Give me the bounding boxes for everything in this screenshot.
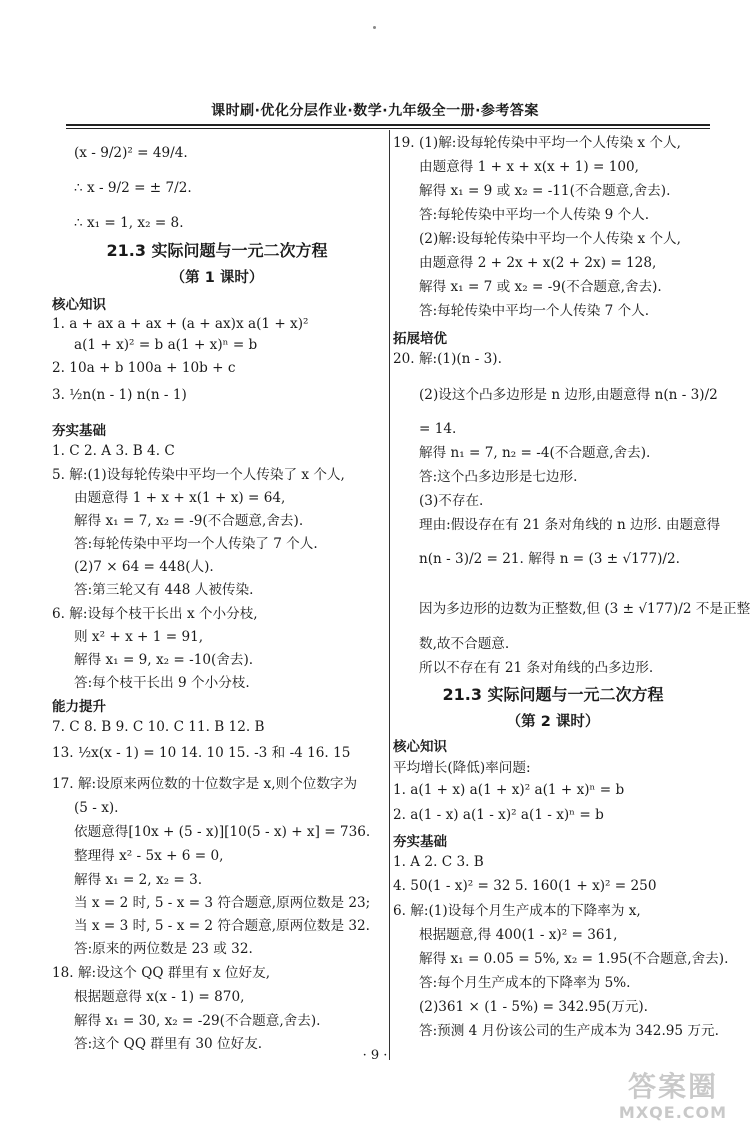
heading-ability: 能力提升 xyxy=(52,699,106,715)
answer-line: 3. ½n(n - 1) n(n - 1) xyxy=(52,387,187,403)
answer-line: 答:预测 4 月份该公司的生产成本为 342.95 万元. xyxy=(419,1023,719,1039)
heading-basic: 夯实基础 xyxy=(52,423,106,439)
answer-line: 答:每个枝干长出 9 个小分枝. xyxy=(74,675,250,691)
answer-line: (5 - x). xyxy=(74,800,119,816)
answer-line: a(1 + x)² = b a(1 + x)ⁿ = b xyxy=(74,337,258,353)
heading-basic: 夯实基础 xyxy=(393,834,447,850)
answer-line: 则 x² + x + 1 = 91, xyxy=(74,629,204,645)
scan-dot xyxy=(373,26,376,29)
answer-line: (3)不存在. xyxy=(419,493,484,509)
intro-line: ∴ x - 9/2 = ± 7/2. xyxy=(74,180,192,196)
answer-line: (2)设这个凸多边形是 n 边形,由题意得 n(n - 3)/2 xyxy=(419,387,718,403)
section-subtitle: （第 2 课时） xyxy=(506,714,600,730)
answer-line: 根据题意得 x(x - 1) = 870, xyxy=(74,989,245,1005)
answer-line: 1. a(1 + x) a(1 + x)² a(1 + x)ⁿ = b xyxy=(393,782,625,798)
heading-extend: 拓展培优 xyxy=(393,331,447,347)
answer-line: 答:这个 QQ 群里有 30 位好友. xyxy=(74,1036,263,1052)
answer-line: 20. 解:(1)(n - 3). xyxy=(393,351,502,367)
answer-line: 答:每轮传染中平均一个人传染 7 个人. xyxy=(419,303,650,319)
watermark xyxy=(603,1070,743,1130)
answer-line: 解得 x₁ = 2, x₂ = 3. xyxy=(74,872,203,888)
answer-line: 2. 10a + b 100a + 10b + c xyxy=(52,360,236,376)
answer-line: 所以不存在有 21 条对角线的凸多边形. xyxy=(419,660,654,676)
heading-core-knowledge: 核心知识 xyxy=(393,739,447,755)
answer-line: 答:这个凸多边形是七边形. xyxy=(419,469,578,485)
intro-line: (x - 9/2)² = 49/4. xyxy=(74,145,188,161)
answer-line: 解得 x₁ = 7, x₂ = -9(不合题意,舍去). xyxy=(74,513,304,529)
watermark-url: MXQE.COM xyxy=(618,1103,728,1122)
answer-line: 1. C 2. A 3. B 4. C xyxy=(52,443,175,459)
answer-line: 2. a(1 - x) a(1 - x)² a(1 - x)ⁿ = b xyxy=(393,807,604,823)
answer-line: 1. A 2. C 3. B xyxy=(393,854,484,870)
section-title: 21.3 实际问题与一元二次方程 xyxy=(106,241,328,260)
answer-line: 解得 x₁ = 9, x₂ = -10(舍去). xyxy=(74,652,254,668)
answer-line: 依题意得[10x + (5 - x)][10(5 - x) + x] = 736. xyxy=(74,824,371,840)
column-divider xyxy=(389,130,390,1060)
header-rule-thin xyxy=(66,128,710,129)
answer-line: 解得 x₁ = 30, x₂ = -29(不合题意,舍去). xyxy=(74,1013,321,1029)
heading-core-knowledge: 核心知识 xyxy=(52,297,106,313)
answer-line: (2)361 × (1 - 5%) = 342.95(万元). xyxy=(419,999,649,1015)
section-subtitle: （第 1 课时） xyxy=(170,270,264,286)
answer-line: 根据题意,得 400(1 - x)² = 361, xyxy=(419,927,618,943)
answer-line: 6. 解:设每个枝干长出 x 个小分枝, xyxy=(52,606,258,622)
watermark-logo: 答案圈 xyxy=(627,1070,718,1103)
intro-line: ∴ x₁ = 1, x₂ = 8. xyxy=(74,215,184,231)
answer-line: 由题意得 1 + x + x(x + 1) = 100, xyxy=(419,159,639,175)
answer-line: 7. C 8. B 9. C 10. C 11. B 12. B xyxy=(52,719,265,735)
answer-line: 当 x = 2 时, 5 - x = 3 符合题意,原两位数是 23; xyxy=(74,895,371,911)
answer-line: 因为多边形的边数为正整数,但 (3 ± √177)/2 不是正整 xyxy=(419,601,750,617)
answer-line: 答:每轮传染中平均一个人传染了 7 个人. xyxy=(74,536,318,552)
answer-line: 由题意得 1 + x + x(1 + x) = 64, xyxy=(74,490,286,506)
answer-line: 4. 50(1 - x)² = 32 5. 160(1 + x)² = 250 xyxy=(393,878,657,894)
section-title: 21.3 实际问题与一元二次方程 xyxy=(442,685,664,704)
answer-line: 18. 解:设这个 QQ 群里有 x 位好友, xyxy=(52,965,271,981)
answer-line: 17. 解:设原来两位数的十位数字是 x,则个位数字为 xyxy=(52,776,358,792)
answer-line: 解得 x₁ = 0.05 = 5%, x₂ = 1.95(不合题意,舍去). xyxy=(419,951,729,967)
answer-line: 答:原来的两位数是 23 或 32. xyxy=(74,941,253,957)
answer-line: 整理得 x² - 5x + 6 = 0, xyxy=(74,848,224,864)
answer-line: 理由:假设存在有 21 条对角线的 n 边形. 由题意得 xyxy=(419,517,721,533)
answer-line: n(n - 3)/2 = 21. 解得 n = (3 ± √177)/2. xyxy=(419,551,680,567)
answer-line: 答:每个月生产成本的下降率为 5%. xyxy=(419,975,631,991)
page-number: · 9 · xyxy=(362,1048,388,1063)
answer-line: 由题意得 2 + 2x + x(2 + 2x) = 128, xyxy=(419,255,657,271)
answer-line: 解得 x₁ = 7 或 x₂ = -9(不合题意,舍去). xyxy=(419,279,662,295)
answer-line: 1. a + ax a + ax + (a + ax)x a(1 + x)² xyxy=(52,316,309,332)
answer-line: 数,故不合题意. xyxy=(419,636,510,652)
answer-line: (2)7 × 64 = 448(人). xyxy=(74,559,214,575)
answer-line: 答:每轮传染中平均一个人传染 9 个人. xyxy=(419,207,650,223)
answer-line: 答:第三轮又有 448 人被传染. xyxy=(74,582,254,598)
answer-line: (2)解:设每轮传染中平均一个人传染 x 个人, xyxy=(419,231,681,247)
answer-line: 5. 解:(1)设每轮传染中平均一个人传染了 x 个人, xyxy=(52,467,345,483)
answer-line: 解得 n₁ = 7, n₂ = -4(不合题意,舍去). xyxy=(419,445,651,461)
answer-line: 当 x = 3 时, 5 - x = 2 符合题意,原两位数是 32. xyxy=(74,918,370,934)
header-rule-thick xyxy=(66,124,710,126)
answer-line: 19. (1)解:设每轮传染中平均一个人传染 x 个人, xyxy=(393,135,681,151)
page-header: 课时刷·优化分层作业·数学·九年级全一册·参考答案 xyxy=(211,103,539,119)
answer-line: 解得 x₁ = 9 或 x₂ = -11(不合题意,舍去). xyxy=(419,183,671,199)
answer-line: 6. 解:(1)设每个月生产成本的下降率为 x, xyxy=(393,903,641,919)
answer-line: 平均增长(降低)率问题: xyxy=(393,760,531,776)
answer-line: 13. ½x(x - 1) = 10 14. 10 15. -3 和 -4 16. 15 xyxy=(52,745,351,761)
answer-line: = 14. xyxy=(419,421,457,437)
